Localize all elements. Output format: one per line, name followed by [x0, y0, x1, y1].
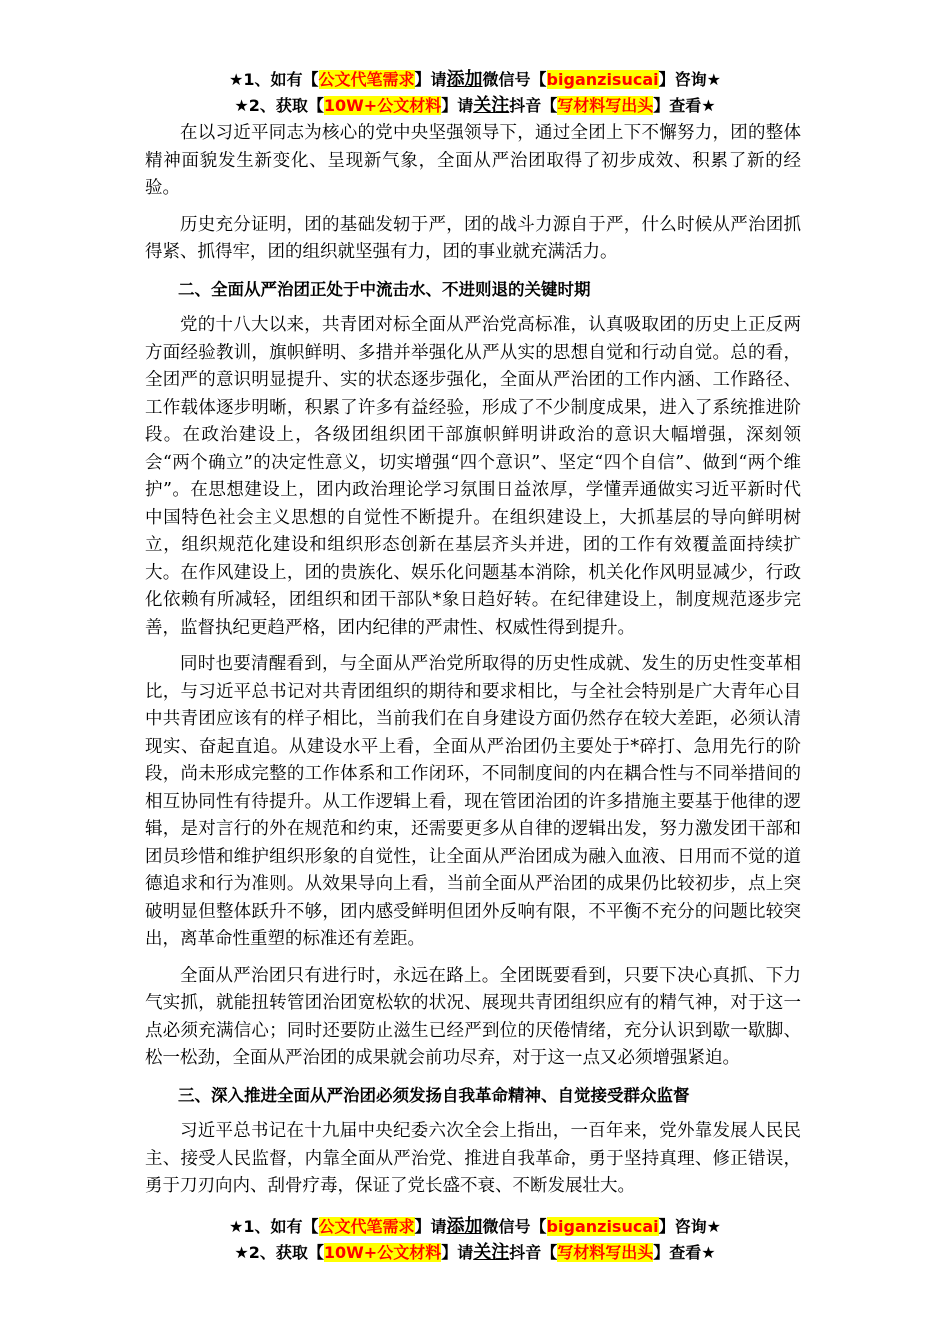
promo-text: 】请: [441, 96, 474, 115]
promo-text: 】查看★: [653, 96, 716, 115]
promo-line-top-1: [150, 69, 800, 91]
promo-text: ★1、如有【: [229, 70, 319, 89]
promo-line-top-2: [150, 95, 800, 117]
promo-text: ★2、获取【: [234, 1243, 324, 1262]
promo-text: 】查看★: [653, 1243, 716, 1262]
promo-text: 抖音【: [509, 1243, 558, 1262]
promo-text: 】请: [414, 1217, 447, 1236]
paragraph: 党的十八大以来，共青团对标全面从严治党高标准，认真吸取团的历史上正反两方面经验教训，旗帜鲜明、多措并举强化从严从实的思想自觉和行动自觉。总的看，全团严的意识明显提升、实的状态逐步强化，全面从严治团的工作内涵、工作路径、工作载体逐步明晰，积累了许多有益经验，形成了不少制度成果，进入了系统推进阶段。在政治建设上，各级团组织团干部旗帜鲜明讲政治的意识大幅增强，深刻领会“两个确立”的决定性意义，切实增强“四个意识”、坚定“四个自信”、做到“两个维护”。在思想建设上，团内政治理论学习氛围日益浓厚，学懂弄通做实习近平新时代中国特色社会主义思想的自觉性不断提升。在组织建设上，大抓基层的导向鲜明树立，组织规范化建设和组织形态创新在基层齐头并进，团的工作有效覆盖面持续扩大。在作风建设上，团的贵族化、娱乐化问题基本消除，机关化作风明显减少，行政化依赖有所减轻，团组织和团干部队*象日趋好转。在纪律建设上，制度规范逐步完善，监督执纪更趋严格，团内纪律的严肃性、权威性得到提升。: [145, 315, 801, 638]
promo-text: 】咨询★: [658, 70, 721, 89]
section-heading: 三、深入推进全面从严治团必须发扬自我革命精神、自觉接受群众监督: [178, 1085, 690, 1105]
promo-douyin-id: 写材料写出头: [557, 96, 654, 115]
promo-line-bottom-2: [150, 1242, 800, 1264]
paragraph: 历史充分证明，团的基础发轫于严，团的战斗力源自于严，什么时候从严治团抓得紧、抓得牢，团的组织就坚强有力，团的事业就充满活力。: [145, 214, 801, 262]
promo-text: ★1、如有【: [229, 1217, 319, 1236]
promo-highlight: 10W+公文材料: [323, 1243, 442, 1262]
promo-text: 】咨询★: [658, 1217, 721, 1236]
promo-underlined: 关注: [473, 95, 510, 116]
promo-highlight: 10W+公文材料: [323, 96, 442, 115]
promo-text: 】请: [441, 1243, 474, 1262]
promo-line-bottom-1: [150, 1216, 800, 1238]
promo-douyin-id: 写材料写出头: [557, 1243, 654, 1262]
promo-underlined: 添加: [446, 1216, 483, 1237]
promo-highlight: 公文代笔需求: [318, 70, 415, 89]
promo-text: 】请: [414, 70, 447, 89]
promo-underlined: 添加: [446, 69, 483, 90]
paragraph: 全面从严治团只有进行时，永远在路上。全团既要看到，只要下决心真抓、下力气实抓，就能扭转管团治团宽松软的状况、展现共青团组织应有的精气神，对于这一点必须充满信心；同时还要防止滋生已经严到位的厌倦情绪，充分认识到歇一歇脚、松一松劲，全面从严治团的成果就会前功尽弃，对于这一点又必须增强紧迫。: [145, 965, 801, 1068]
document-body: [145, 120, 801, 1210]
paragraph: 同时也要清醒看到，与全面从严治党所取得的历史性成就、发生的历史性变革相比，与习近平总书记对共青团组织的期待和要求相比，与全社会特别是广大青年心目中共青团应该有的样子相比，当前我们在自身建设方面仍然存在较大差距，必须认清现实、奋起直追。从建设水平上看，全面从严治团仍主要处于*碎打、急用先行的阶段，尚未形成完整的工作体系和工作闭环，不同制度间的内在耦合性与不同举措间的相互协同性有待提升。从工作逻辑上看，现在管团治团的许多措施主要基于他律的逻辑，是对言行的外在规范和约束，还需要更多从自律的逻辑出发，努力激发团干部和团员珍惜和维护组织形象的自觉性，让全面从严治团成为融入血液、日用而不觉的道德追求和行为准则。从效果导向上看，当前全面从严治团的成果仍比较初步，点上突破明显但整体跃升不够，团内感受鲜明但团外反响有限，不平衡不充分的问题比较突出，离革命性重塑的标准还有差距。: [145, 654, 801, 949]
promo-text: 抖音【: [509, 96, 558, 115]
promo-wechat-id: biganzisucai: [546, 70, 659, 89]
promo-text: 微信号【: [482, 1217, 547, 1236]
promo-wechat-id: biganzisucai: [546, 1217, 659, 1236]
paragraph: 在以习近平同志为核心的党中央坚强领导下，通过全团上下不懈努力，团的整体精神面貌发生新变化、呈现新气象，全面从严治团取得了初步成效、积累了新的经验。: [145, 123, 801, 198]
promo-highlight: 公文代笔需求: [318, 1217, 415, 1236]
promo-underlined: 关注: [473, 1242, 510, 1263]
section-heading: 二、全面从严治团正处于中流击水、不进则退的关键时期: [178, 279, 591, 299]
promo-text: 微信号【: [482, 70, 547, 89]
promo-text: ★2、获取【: [234, 96, 324, 115]
paragraph: 习近平总书记在十九届中央纪委六次全会上指出，一百年来，党外靠发展人民民主、接受人民监督，内靠全面从严治党、推进自我革命，勇于坚持真理、修正错误，勇于刀刃向内、刮骨疗毒，保证了党长盛不衰、不断发展壮大。: [145, 1121, 801, 1196]
